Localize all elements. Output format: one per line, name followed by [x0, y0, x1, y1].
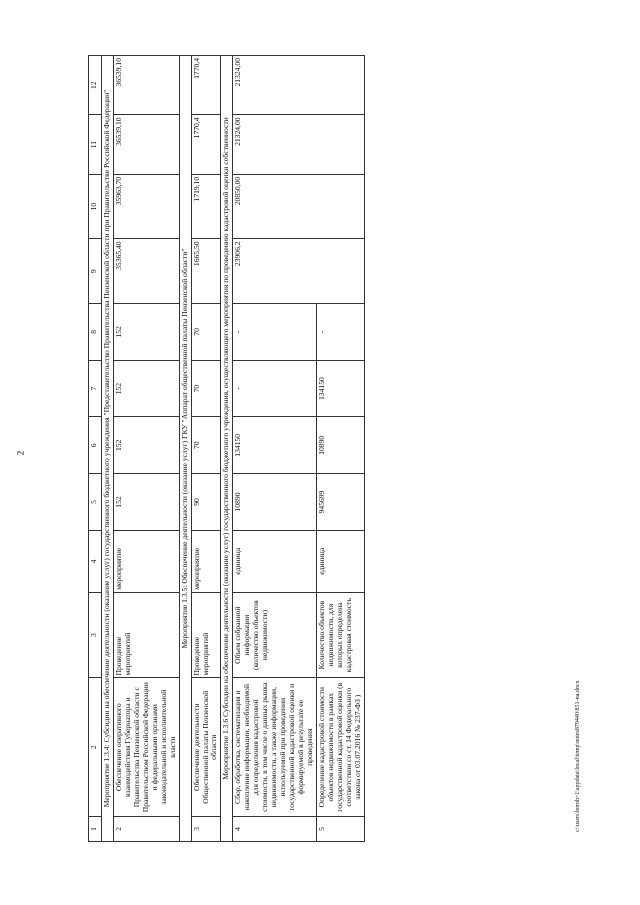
value-col10: 1719,10	[191, 174, 221, 239]
value-col10: 35963,70	[113, 174, 179, 239]
activity-name: Обеспечение оперативного взаимодействия Губернатора и Правительства Пензенской области с Правительством Российской Федерации и федеральными органами законодательной и исполнительной власти	[113, 678, 179, 816]
row-number: 5	[316, 816, 364, 841]
indicator-name: Проведение мероприятий	[191, 592, 221, 678]
value-col6: 134150	[233, 417, 317, 474]
row-number: 2	[113, 816, 179, 841]
col-header-9: 9	[89, 239, 102, 304]
section-row-3	[221, 56, 233, 842]
rotated-table-wrapper	[88, 55, 590, 842]
col-header-1: 1	[89, 816, 102, 841]
col-header-3: 3	[89, 592, 102, 678]
col-header-4: 4	[89, 530, 102, 592]
value-col8: 152	[113, 304, 179, 361]
value-col6: 152	[113, 417, 179, 474]
footer-file-path: c:\users\boroh~1\appdata\local\temp\notes879440\851-на.docx	[575, 680, 581, 832]
value-col11: 36539,10	[113, 115, 179, 174]
value-col7: 152	[113, 360, 179, 417]
row-number: 4	[233, 816, 317, 841]
value-col8: 70	[191, 304, 221, 361]
table-row	[191, 56, 221, 842]
page-number: 2	[15, 450, 26, 456]
value-col12: 1770,4	[191, 56, 221, 115]
activity-name: Определение кадастровой стоимости объектов недвижимости в рамках государственной кадастровой оценки (в соответствии со ст. 14 Федерального закона от 03.07.2016 № 237-ФЗ )	[316, 678, 364, 816]
value-col12: 21324,00	[233, 56, 364, 115]
section-title-3: Мероприятие 1.3.6 Субсидии на обеспечение деятельности (оказание услуг) государственного бюджетного учреждения, осуществляющего мероприятия по проведению кадастровой оценки собственности	[221, 56, 233, 842]
section-title-2: Мероприятие 1.3.5: Обеспечение деятельности (оказание услуг) ГКУ "Аппарат общественной палаты Пензенской области"	[179, 56, 191, 842]
value-col5: 945699	[316, 474, 364, 531]
value-col11: 1770,4	[191, 115, 221, 174]
indicator-name: Количество объектов недвижимости, для которых определена кадастровая стоимость	[316, 592, 364, 678]
value-col9: 35365,40	[113, 239, 179, 304]
section-title-1: Мероприятие 1.3.4: Субсидии на обеспечение деятельности (оказание услуг) государственного бюджетного учреждения "Представительство Правительства Пензенской области при Правительстве Российской Федерации"	[102, 56, 114, 842]
value-col7: 70	[191, 360, 221, 417]
col-header-12: 12	[89, 56, 102, 115]
value-col9: 23906,2	[233, 239, 364, 304]
col-header-7: 7	[89, 360, 102, 417]
unit: мероприятие	[191, 530, 221, 592]
row-number: 3	[191, 816, 221, 841]
value-col10: 20850,00	[233, 174, 364, 239]
value-col12: 36539,10	[113, 56, 179, 115]
value-col5: 90	[191, 474, 221, 531]
indicator-name: Объем собранной информации (количество объектов недвижимости)	[233, 592, 317, 678]
col-header-6: 6	[89, 417, 102, 474]
unit: единица	[233, 530, 317, 592]
col-header-8: 8	[89, 304, 102, 361]
section-row-2	[179, 56, 191, 842]
value-col5: 10890	[233, 474, 317, 531]
program-table	[88, 55, 365, 842]
value-col8: -	[233, 304, 317, 361]
section-row-1	[102, 56, 114, 842]
value-col9: 1665,50	[191, 239, 221, 304]
table-row	[113, 56, 179, 842]
value-col6: 10890	[316, 417, 364, 474]
value-col8: -	[316, 304, 364, 361]
column-number-row	[89, 56, 102, 842]
unit: единица	[316, 530, 364, 592]
value-col7: 134150	[316, 360, 364, 417]
col-header-11: 11	[89, 115, 102, 174]
col-header-2: 2	[89, 678, 102, 816]
indicator-name: Проведение мероприятий	[113, 592, 179, 678]
table-row	[233, 56, 317, 842]
value-col6: 70	[191, 417, 221, 474]
activity-name: Обеспечение деятельности Общественной палаты Пензенской области	[191, 678, 221, 816]
unit: мероприятие	[113, 530, 179, 592]
value-col5: 152	[113, 474, 179, 531]
col-header-5: 5	[89, 474, 102, 531]
col-header-10: 10	[89, 174, 102, 239]
activity-name: Сбор, обработка, систематизация и накопление информации, необходимой для определения кадастровой стоимости, в том числе о данных рынка недвижимости, а также информации, используемой при проведении государственной кадастровой оценки и формируемой в результате ее проведения	[233, 678, 317, 816]
value-col11: 21324,00	[233, 115, 364, 174]
value-col7: -	[233, 360, 317, 417]
